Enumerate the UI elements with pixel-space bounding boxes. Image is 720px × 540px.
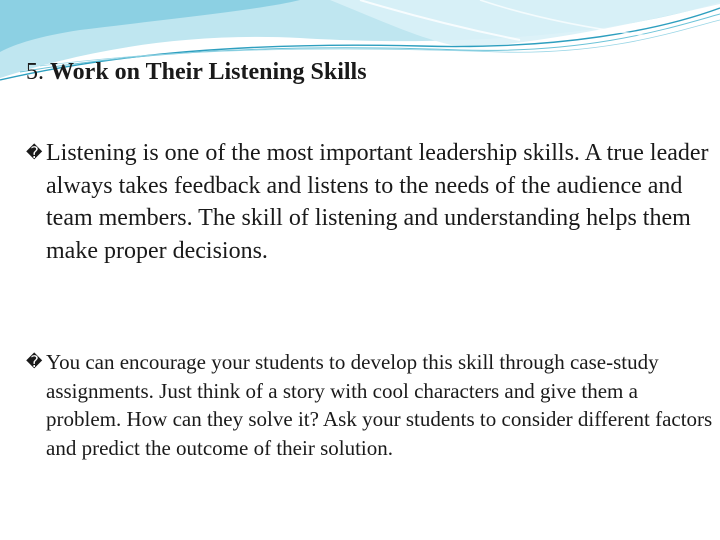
title-number: 5. <box>26 59 44 85</box>
bullet-paragraph-case-study <box>26 348 718 462</box>
bullet-paragraph-listening <box>26 137 718 267</box>
bullet-glyph-icon: � <box>26 143 43 162</box>
paragraph-text: You can encourage your students to develop this skill through case-study assignments. Just think of a story with cool characters and give them a problem. How can they solve it? Ask your students to consider different factors and predict the outcome of their solution. <box>46 350 713 460</box>
slide-title <box>26 56 367 88</box>
paragraph-text: Listening is one of the most important leadership skills. A true leader always takes feedback and listens to the needs of the audience and team members. The skill of listening and understanding helps them make proper decisions. <box>46 140 709 264</box>
bullet-glyph-icon: � <box>26 352 43 371</box>
title-text: Work on Their Listening Skills <box>50 59 367 85</box>
